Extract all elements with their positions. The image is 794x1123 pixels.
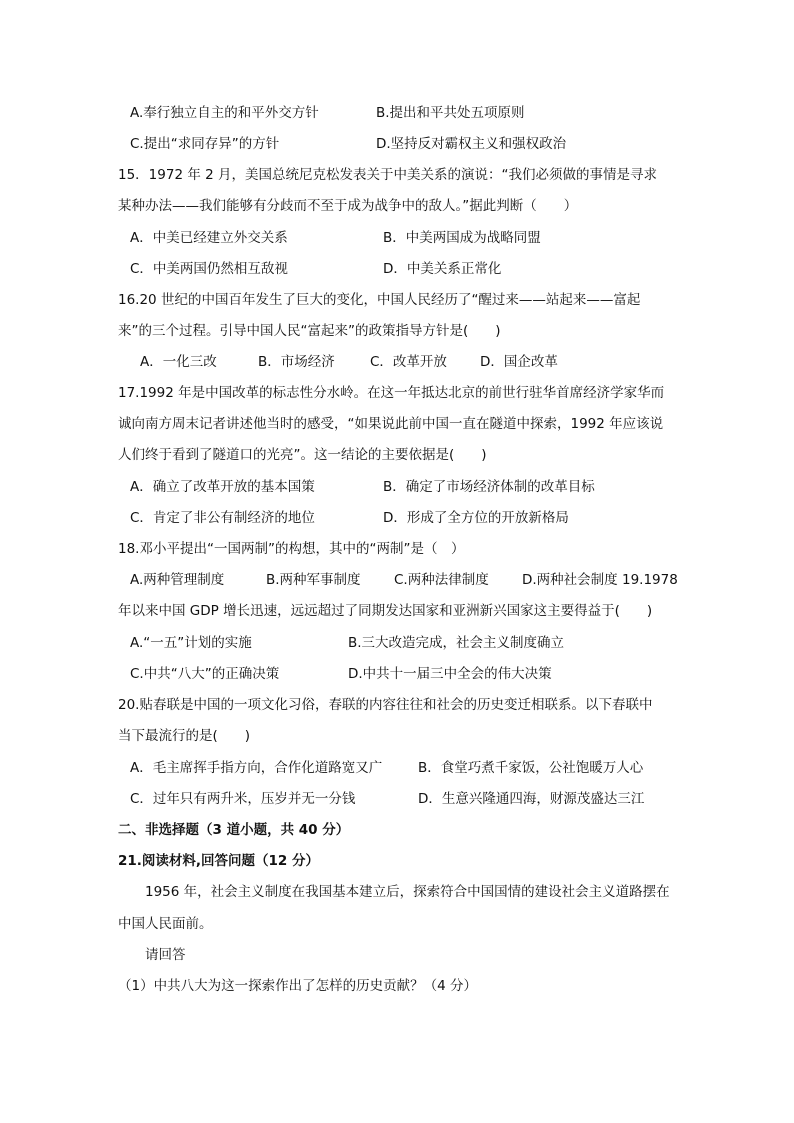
question-21-prompt: 请回答: [118, 947, 186, 963]
question-21-sub-question-1: （1）中共八大为这一探索作出了怎样的历史贡献？（4 分）: [118, 978, 477, 994]
option-a: A．确立了改革开放的基本国策: [130, 479, 315, 495]
option-b: B．中美两国成为战略同盟: [383, 230, 541, 246]
option-b: B.两种军事制度: [266, 572, 361, 588]
option-a: A．中美已经建立外交关系: [130, 230, 288, 246]
option-a: A．毛主席挥手指方向，合作化道路宽又广: [130, 760, 383, 776]
option-a: A．一化三改: [140, 354, 217, 370]
option-a: A.两种管理制度: [130, 572, 225, 588]
question-21-material-line-1: 1956 年，社会主义制度在我国基本建立后，探索符合中国国情的建设社会主义道路摆在: [118, 884, 670, 900]
option-d: D.两种社会制度 19.1978: [522, 572, 678, 588]
option-d: D.坚持反对霸权主义和强权政治: [376, 136, 567, 152]
option-d: D．生意兴隆通四海，财源茂盛达三江: [418, 791, 645, 807]
option-d: D.中共十一届三中全会的伟大决策: [348, 666, 552, 682]
question-21-material-line-2: 中国人民面前。: [118, 916, 213, 932]
option-c: C.中共“八大”的正确决策: [130, 666, 280, 682]
question-17-stem-line-3: 人们终于看到了隧道口的光亮”。这一结论的主要依据是( ): [118, 447, 487, 463]
option-d: D．中美关系正常化: [383, 261, 502, 277]
question-20-stem-line-1: 20.贴春联是中国的一项文化习俗，春联的内容往往和社会的历史变迁相联系。以下春联中: [118, 697, 653, 713]
option-b: B.提出和平共处五项原则: [376, 105, 525, 121]
option-a: A.奉行独立自主的和平外交方针: [130, 105, 319, 121]
option-b: B．食堂巧煮千家饭，公社饱暖万人心: [418, 760, 644, 776]
option-a: A.“一五”计划的实施: [130, 635, 252, 651]
question-16-stem-line-2: 来”的三个过程。引导中国人民“富起来”的政策指导方针是( ): [118, 323, 501, 339]
option-b: B．确定了市场经济体制的改革目标: [383, 479, 595, 495]
option-c: C.两种法律制度: [394, 572, 489, 588]
question-20-stem-line-2: 当下最流行的是( ): [118, 728, 251, 744]
section-heading: 二、非选择题（3 道小题，共 40 分）: [118, 822, 350, 838]
question-18-stem: 18.邓小平提出“一国两制”的构想，其中的“两制”是（ ）: [118, 541, 465, 557]
question-15-stem-line-1: 15．1972 年 2 月，美国总统尼克松发表关于中美关系的演说：“我们必须做的事情是寻求: [118, 167, 657, 183]
option-c: C．改革开放: [370, 354, 447, 370]
option-b: B.三大改造完成，社会主义制度确立: [348, 635, 565, 651]
option-d: D．国企改革: [480, 354, 558, 370]
option-d: D．形成了全方位的开放新格局: [383, 510, 569, 526]
question-17-stem-line-1: 17.1992 年是中国改革的标志性分水岭。在这一年抵达北京的前世行驻华首席经济学家华而: [118, 385, 665, 401]
question-16-stem-line-1: 16.20 世纪的中国百年发生了巨大的变化，中国人民经历了“醒过来——站起来——富起: [118, 292, 641, 308]
option-c: C．过年只有两升米，压岁并无一分钱: [130, 791, 356, 807]
option-c: C.提出“求同存异”的方针: [130, 136, 280, 152]
option-c: C．中美两国仍然相互敌视: [130, 261, 288, 277]
option-c: C．肯定了非公有制经济的地位: [130, 510, 315, 526]
question-15-stem-line-2: 某种办法——我们能够有分歧而不至于成为战争中的敌人。”据此判断（ ）: [118, 198, 578, 214]
question-21-heading: 21.阅读材料,回答问题（12 分）: [118, 853, 320, 869]
question-19-stem: 年以来中国 GDP 增长迅速，远远超过了同期发达国家和亚洲新兴国家这主要得益于( ): [118, 603, 653, 619]
question-17-stem-line-2: 诚向南方周末记者讲述他当时的感受，“如果说此前中国一直在隧道中探索，1992 年应该说: [118, 416, 664, 432]
option-b: B．市场经济: [258, 354, 335, 370]
